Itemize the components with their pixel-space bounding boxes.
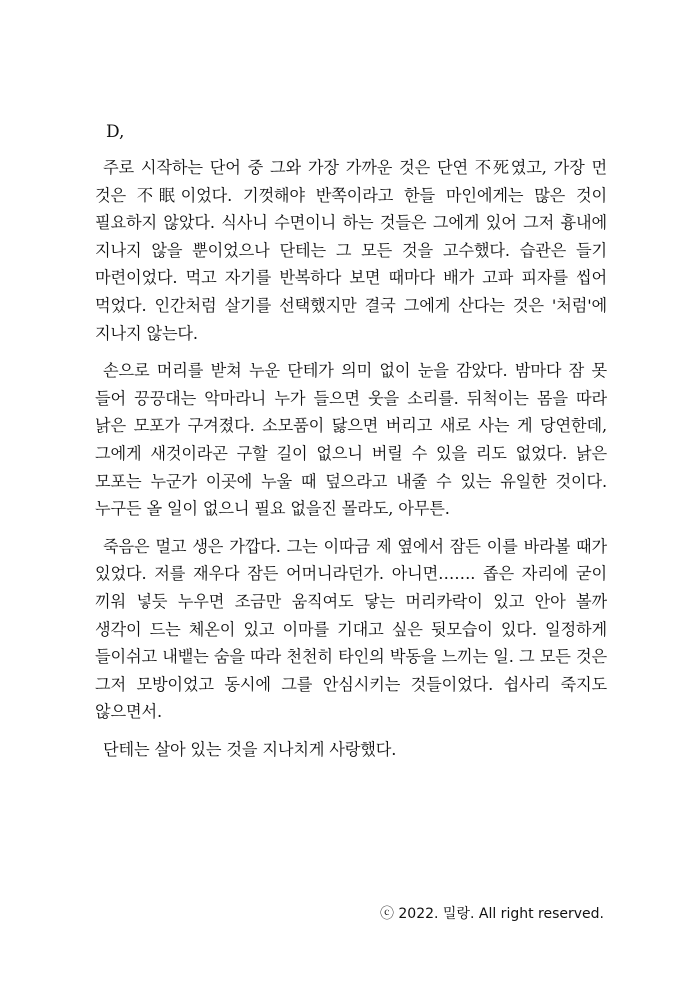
paragraph-2: 손으로 머리를 받쳐 누운 단테가 의미 없이 눈을 감았다. 밤마다 잠 못 들어 끙끙대는 악마라니 누가 들으면 웃을 소리를. 뒤척이는 몸을 따라 낡은 모포가 구겨졌다. 소모품이 닳으면 버리고 새로 사는 게 당연한데, 그에게 새것이라곤 구할 길이 없으니 버릴 수 있을 리도 없었다. 낡은 모포는 누군가 이곳에 누울 때 덮으라고 내줄 수 있는 유일한 것이다. 누구든 올 일이 없으니 필요 없을진 몰라도, 아무튼. [95, 361, 607, 519]
copyright-notice: ⓒ 2022. 밀랑. All right reserved. [379, 906, 604, 922]
body-text [95, 154, 607, 773]
paragraph-1: 주로 시작하는 단어 중 그와 가장 가까운 것은 단연 不死였고, 가장 먼 것은 不眠이었다. 기껏해야 반쪽이라고 한들 마인에게는 많은 것이 필요하지 않았다. 식사니 수면이니 하는 것들은 그에게 있어 그저 흉내에 지나지 않을 뿐이었으나 단테는 그 모든 것을 고수했다. 습관은 들기 마련이었다. 먹고 자기를 반복하다 보면 때마다 배가 고파 피자를 씹어 먹었다. 인간처럼 살기를 선택했지만 결국 그에게 산다는 것은 '처럼'에 지나지 않는다. [95, 158, 607, 343]
chapter-heading: D, [106, 122, 125, 142]
paragraph-4: 단테는 살아 있는 것을 지나치게 사랑했다. [103, 739, 397, 759]
paragraph-3: 죽음은 멀고 생은 가깝다. 그는 이따금 제 옆에서 잠든 이를 바라볼 때가 있었다. 저를 재우다 잠든 어머니라던가. 아니면……. 좁은 자리에 굳이 끼워 넣듯 누우면 조금만 움직여도 닿는 머리카락이 있고 안아 볼까 생각이 드는 체온이 있고 이마를 기대고 싶은 뒷모습이 있다. 일정하게 들이쉬고 내뱉는 숨을 따라 천천히 타인의 박동을 느끼는 일. 그 모든 것은 그저 모방이었고 동시에 그를 안심시키는 것들이었다. 쉽사리 죽지도 않으면서. [95, 536, 607, 722]
